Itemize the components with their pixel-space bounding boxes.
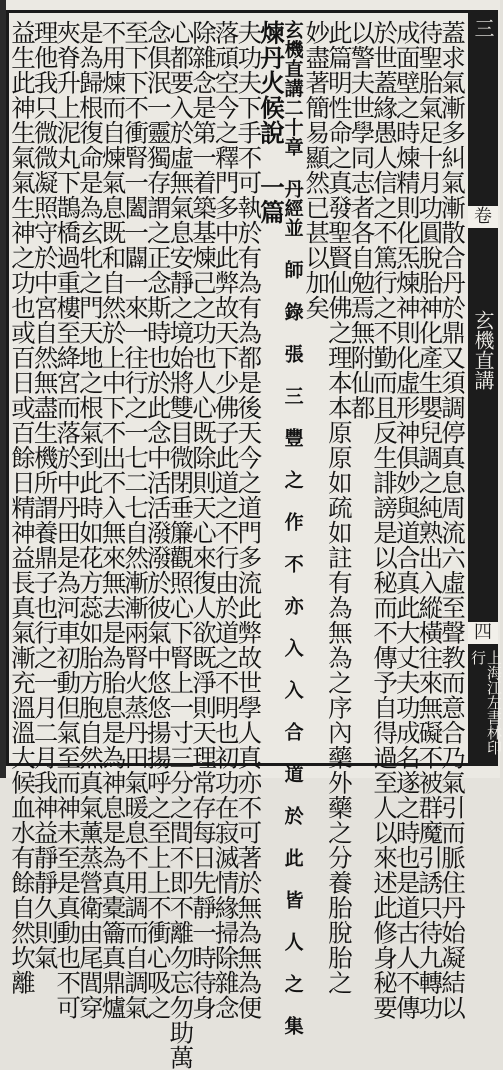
margin-section-title: 玄機直講 <box>471 310 495 390</box>
margin-page-number: 四 <box>468 622 498 644</box>
text-column: 至下下不衝腎一闔一闢一來一往行之一七二七自然漸漸兩腎火蒸丹田氣暖息不用調而自調氣 <box>121 20 151 1020</box>
text-column: 心都要入於虛無氣息安靜之境始將雙目微閉垂簾觀照心下腎上一寸三分之間不即不離勿忘勿助萬 <box>166 20 196 1070</box>
margin-publisher: 上海江左書林印行 <box>469 650 503 755</box>
text-column: 落頑空今之釋門多中此弊故天下少佛子此道之不行由於道之不明也初功在寂滅情緣掃除雜念 <box>211 20 241 1020</box>
margin-strip <box>468 10 503 766</box>
text-column: 待聖胎氣足十月功圓脫胎神化產生嬰兒調之純熟出入縱橫往來無礙不被群魔引誘只待九轉功 <box>415 20 445 1020</box>
text-column: 成面壁之時煉精則化炁煉神則化虛形神俱妙與道合真此大丈夫功成名遂之時也是道古人不傳 <box>392 20 422 1020</box>
text-column: 玄機直講二十章 丹經並 師 錄 張 三 豐 之 作 不 亦 入 入 合 道 於 此 皆 人 之 集 <box>281 20 304 1036</box>
text-column: 於世蓋緣愚人信之不篤行之不勤而且反生誹謗是以秘而不傳予自得過至人以來述此修身秘要 <box>370 20 400 1020</box>
text-column: 煉丹火候說 一篇 <box>256 20 286 225</box>
text-column: 理他我只微微凝照守於中宮自然無盡生機所謂養鼎子也行之一月二月我神益靜靜久則氣 <box>30 20 60 970</box>
text-column: 是為歸根復命是為玄牝之門天地之根氣到此時如花方蕊如胎方胞自然真氣薰蒸營衛由尾閭穿 <box>75 20 105 1020</box>
margin-book-title: 卷三 <box>468 206 498 228</box>
text-column: 以警夫世學同志者各自勉焉無附仙都 <box>347 20 377 420</box>
text-column: 夾脊升上泥丸下鵲橋過重樓至絳宮而落於中丹田是為河車初動但氣至而神未至是真動也不可 <box>53 20 83 1020</box>
text-column: 此篇明性命之真發聖賢仙佛之理本本原原如疏如註有為無為之序內藥外藥之分養胎脫胎之 <box>324 20 354 995</box>
text-column: 夫功夫下手不可執於有為有為都是後天今之道門多流此弊故世學人真亦不可著於無為無為便 <box>234 20 264 1020</box>
text-column: 妙盡著簡易顯然已甚以加矣 <box>302 20 332 320</box>
text-column: 不用煉而自煉氣息既和自然於上中下不出不入無來無去是為胎息是為神息是為真橐籥真鼎爐 <box>98 20 128 1020</box>
text-column: 除雜念是第一着築基煉己之功也人心既除則天心來復人欲既淨則天理常存每日先靜一時待身 <box>189 20 219 1020</box>
text-column: 益生此神生氣氣生神之功也或百日或百餘日精神益長真氣漸充溫溫大候血水有餘自然坎離 <box>8 20 37 995</box>
text-column: 蓋求氣漸多糾氣漸散合丹於鼎又須調停真息周流六虛至聲教而意合乃氣引而脈住丹始凝結以 <box>438 20 467 1020</box>
margin-top-char: 三 <box>471 18 495 38</box>
text-column: 念俱泯一靈獨存謂之正念斯時也於此念中活活潑潑於彼氣中悠悠揚揚呼之至上上不衝心吸之 <box>143 20 173 1020</box>
